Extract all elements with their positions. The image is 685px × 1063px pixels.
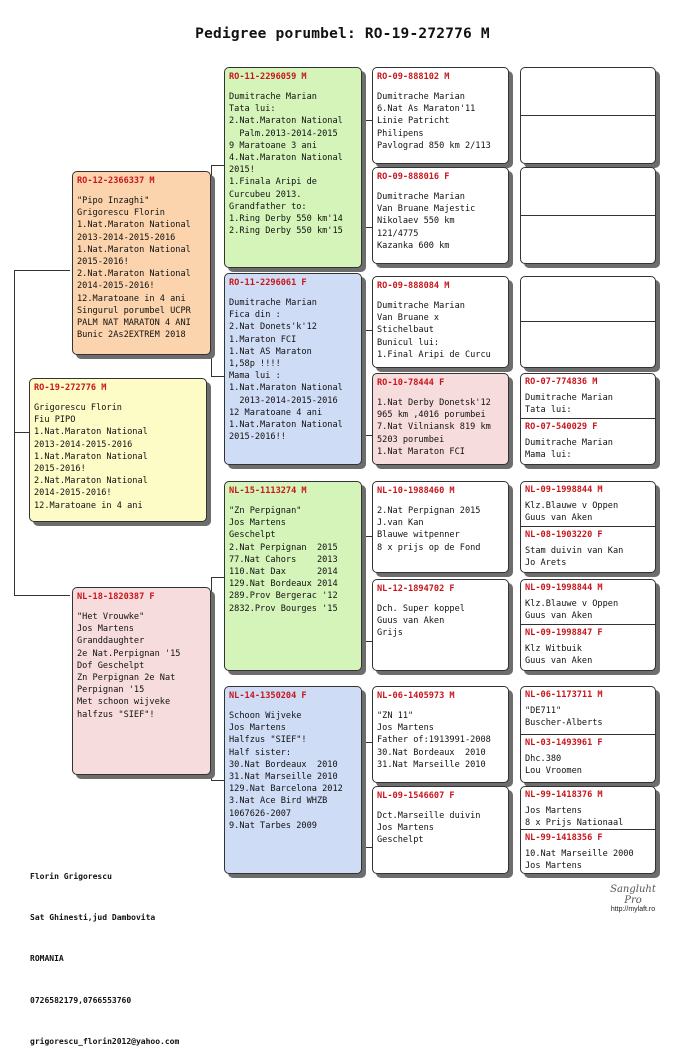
pedigree-line: Dumitrache Marian: [377, 192, 465, 202]
gen3-card-3[interactable]: [372, 276, 509, 368]
ring-number: NL-18-1820387 F: [77, 592, 155, 602]
pedigree-line: 1.Nat.Maraton National: [229, 383, 343, 394]
gen4-card-1[interactable]: [520, 67, 656, 164]
pedigree-line: 1.Final Aripi de Curcu: [377, 349, 491, 360]
ring-number: NL-09-1998844 M: [525, 583, 603, 593]
gen4-dam[interactable]: [521, 625, 655, 670]
gen4-dam[interactable]: [521, 735, 655, 782]
gen4-sire[interactable]: [521, 277, 655, 322]
pedigree-line: Grandfather to:: [229, 201, 307, 212]
pedigree-line: Klz Witbuik: [525, 644, 582, 654]
pedigree-line: Dch. Super koppel: [377, 604, 465, 614]
pedigree-line: 12 Maratoane 4 ani: [229, 407, 323, 418]
gen3-card-5[interactable]: [372, 481, 509, 573]
pedigree-line: "Zn Perpignan": [229, 506, 302, 516]
pedigree-line: "Pipo Inzaghi": [77, 196, 150, 206]
pedigree-line: Jos Martens: [525, 806, 582, 816]
page-title: Pedigree porumbel: RO-19-272776 M: [195, 26, 490, 42]
pedigree-line: Nikolaev 550 km: [377, 216, 455, 227]
pedigree-line: 2.Nat.Maraton National: [77, 269, 191, 280]
ring-number: NL-06-1173711 M: [525, 690, 603, 700]
pedigree-line: 965 km ,4016 porumbei: [377, 410, 486, 421]
breeder-phone: 0726582179,0766553760: [30, 995, 132, 1005]
pedigree-line: 77.Nat Cahors 2013: [229, 554, 338, 565]
breeder-email[interactable]: grigorescu_florin2012@yahoo.com: [30, 1037, 180, 1047]
pedigree-line: Guus van Aken: [525, 611, 593, 622]
gen4-sire[interactable]: [521, 68, 655, 116]
gen4-sire[interactable]: [521, 787, 655, 830]
pedigree-line: 3.Nat Ace Bird WHZB: [229, 796, 328, 807]
pedigree-line: Jo Arets: [525, 558, 567, 569]
ring-number: NL-08-1903220 F: [525, 530, 603, 540]
pedigree-line: Grigorescu Florin: [77, 208, 165, 219]
pedigree-line: Tata lui:: [525, 405, 572, 416]
pedigree-line: Stam duivin van Kan: [525, 546, 624, 556]
pedigree-line: Dumitrache Marian: [229, 92, 317, 102]
pedigree-line: 2013-2014-2015-2016: [34, 439, 133, 450]
pedigree-line: halfzus "SIEF"!: [77, 709, 155, 720]
gen3-card-8[interactable]: [372, 786, 509, 874]
pedigree-line: 2015-2016!!: [229, 432, 286, 443]
ring-number: NL-12-1894702 F: [377, 584, 455, 594]
ring-number: RO-19-272776 M: [34, 383, 107, 393]
logo-url[interactable]: http://mylaft.ro: [610, 906, 656, 913]
ring-number: RO-10-78444 F: [377, 378, 445, 388]
pedigree-line: Dumitrache Marian: [525, 438, 613, 448]
pedigree-line: Guus van Aken: [377, 616, 445, 627]
pedigree-line: 2832.Prov Bourges '15: [229, 603, 338, 614]
pedigree-line: Jos Martens: [229, 518, 286, 529]
pedigree-line: Tata lui:: [229, 104, 276, 115]
grandsire-paternal-card[interactable]: [224, 67, 362, 268]
pedigree-line: Singurul porumbel UCPR: [77, 305, 191, 316]
pedigree-line: Klz.Blauwe v Oppen: [525, 501, 619, 511]
pedigree-line: Kazanka 600 km: [377, 240, 450, 251]
pedigree-line: 2.Nat Perpignan 2015: [229, 542, 338, 553]
pedigree-line: Dumitrache Marian: [525, 393, 613, 403]
ring-number: RO-11-2296059 M: [229, 72, 307, 82]
pedigree-line: 5203 porumbei: [377, 434, 445, 445]
connector-sire: [211, 165, 224, 377]
gen4-sire[interactable]: [521, 482, 655, 527]
gen3-card-6[interactable]: [372, 579, 509, 671]
gen4-sire[interactable]: [521, 687, 655, 735]
pedigree-line: 2.Ring Derby 550 km'15: [229, 226, 343, 237]
pedigree-line: 2015-2016!: [34, 464, 86, 475]
pedigree-line: 1.Nat.Maraton National: [229, 420, 343, 431]
pedigree-line: Mama lui :: [229, 371, 281, 382]
breeder-contact: [30, 842, 179, 1063]
pedigree-line: 129.Nat Barcelona 2012: [229, 784, 343, 795]
pedigree-line: J.van Kan: [377, 518, 424, 529]
pedigree-line: 2.Nat Donets'k'12: [229, 322, 317, 333]
dam-card[interactable]: [72, 587, 211, 775]
pedigree-line: 2015-2016!: [77, 257, 129, 268]
pedigree-line: Grijs: [377, 628, 403, 639]
gen4-card-7[interactable]: [520, 686, 656, 783]
sire-card[interactable]: [72, 171, 211, 355]
pedigree-line: Dct.Marseille duivin: [377, 811, 481, 821]
pedigree-line: 1.Maraton FCI: [229, 334, 297, 345]
logo-signature: Sangluht Pro: [610, 884, 656, 906]
gen4-card-5[interactable]: [520, 481, 656, 573]
pedigree-line: Mama lui:: [525, 450, 572, 461]
pedigree-line: Schoon Wijveke: [229, 711, 302, 721]
pedigree-line: Jos Martens: [229, 723, 286, 734]
pedigree-line: Jos Martens: [525, 861, 582, 872]
pedigree-line: Dof Geschelpt: [77, 660, 145, 671]
connector-subject-stub: [14, 432, 29, 433]
ring-number: NL-03-1493961 F: [525, 738, 603, 748]
gen4-card-6[interactable]: [520, 579, 656, 671]
pedigree-line: 2013-2014-2015-2016: [229, 395, 338, 406]
pedigree-line: Geschelpt: [229, 530, 276, 541]
pedigree-line: Perpignan '15: [77, 685, 145, 696]
pedigree-line: Bunic 2As2EXTREM 2018: [77, 330, 186, 341]
pedigree-line: 31.Nat Marseille 2010: [377, 759, 486, 770]
breeder-name: Florin Grigorescu: [30, 871, 112, 881]
pedigree-line: Fiu PIPO: [34, 415, 76, 426]
pedigree-line: "DE711": [525, 706, 562, 716]
subject-card[interactable]: [29, 378, 207, 522]
pedigree-line: 7.Nat Vilniansk 819 km: [377, 422, 491, 433]
pedigree-line: Halfzus "SIEF"!: [229, 735, 307, 746]
gen4-dam[interactable]: [521, 216, 655, 263]
pedigree-line: 2.Nat.Maraton National: [34, 476, 148, 487]
pedigree-line: Jos Martens: [77, 624, 134, 635]
ring-number: NL-14-1350204 F: [229, 691, 307, 701]
pedigree-line: 9 Maratoane 3 ani: [229, 140, 317, 151]
breeder-country: ROMANIA: [30, 954, 64, 964]
pedigree-line: 1.Finala Aripi de: [229, 177, 317, 188]
pedigree-line: 121/4775: [377, 228, 419, 239]
granddam-paternal-card[interactable]: [224, 273, 362, 465]
pedigree-line: "Het Vrouwke": [77, 612, 145, 622]
pedigree-line: Van Bruane Majestic: [377, 204, 476, 215]
gen3-card-2[interactable]: [372, 167, 509, 264]
pedigree-line: 6.Nat As Maraton'11: [377, 104, 476, 115]
gen4-card-2[interactable]: [520, 167, 656, 264]
ring-number: RO-09-888102 M: [377, 72, 450, 82]
pedigree-line: Guus van Aken: [525, 513, 593, 524]
ring-number: NL-09-1998844 M: [525, 485, 603, 495]
pedigree-line: Pavlograd 850 km 2/113: [377, 140, 491, 151]
gen4-dam[interactable]: [521, 419, 655, 464]
pedigree-line: Van Bruane x: [377, 313, 440, 324]
pedigree-line: 1.Ring Derby 550 km'14: [229, 214, 343, 225]
ring-number: RO-09-888084 M: [377, 281, 450, 291]
pedigree-line: 2015!: [229, 165, 255, 176]
gen3-card-1[interactable]: [372, 67, 509, 164]
pedigree-line: Jos Martens: [377, 823, 434, 834]
pedigree-line: 12.Maratoane in 4 ani: [34, 500, 143, 511]
gen4-dam[interactable]: [521, 527, 655, 572]
pedigree-line: 4.Nat.Maraton National: [229, 153, 343, 164]
pedigree-line: Geschelpt: [377, 835, 424, 846]
gen4-card-4[interactable]: [520, 373, 656, 465]
ring-number: NL-06-1405973 M: [377, 691, 455, 701]
ring-number: NL-99-1418356 F: [525, 833, 603, 843]
pedigree-line: Guus van Aken: [525, 656, 593, 667]
pedigree-line: Stichelbaut: [377, 325, 434, 336]
pedigree-line: Dumitrache Marian: [229, 298, 317, 308]
pedigree-line: Bunicul lui:: [377, 337, 440, 348]
pedigree-line: 12.Maratoane in 4 ani: [77, 293, 186, 304]
pedigree-line: 30.Nat Bordeaux 2010: [377, 747, 486, 758]
ring-number: RO-12-2366337 M: [77, 176, 155, 186]
ring-number: RO-11-2296061 F: [229, 278, 307, 288]
gen4-card-8[interactable]: [520, 786, 656, 874]
ring-number: NL-09-1998847 F: [525, 628, 603, 638]
gen4-sire[interactable]: [521, 374, 655, 419]
breeder-address: Sat Ghinesti,jud Dambovita: [30, 912, 156, 922]
pedigree-line: 1.Nat AS Maraton: [229, 346, 312, 357]
pedigree-line: 2e Nat.Perpignan '15: [77, 648, 181, 659]
ring-number: NL-09-1546607 F: [377, 791, 455, 801]
pedigree-line: 129.Nat Bordeaux 2014: [229, 579, 338, 590]
connector-dam: [211, 577, 224, 781]
pedigree-line: Father of:1913991-2008: [377, 735, 491, 746]
pedigree-line: Dumitrache Marian: [377, 92, 465, 102]
pedigree-line: 9.Nat Tarbes 2009: [229, 820, 317, 831]
pedigree-line: 10.Nat Marseille 2000: [525, 849, 634, 859]
gen4-dam[interactable]: [521, 830, 655, 873]
gen3-card-7[interactable]: [372, 686, 509, 783]
pedigree-line: "ZN 11": [377, 711, 414, 721]
gen4-dam[interactable]: [521, 322, 655, 367]
pedigree-line: Grigorescu Florin: [34, 403, 122, 413]
pedigree-line: 1.Nat.Maraton National: [34, 427, 148, 438]
granddam-maternal-card[interactable]: [224, 686, 362, 874]
grandsire-maternal-card[interactable]: [224, 481, 362, 671]
pedigree-line: Curcubeu 2013.: [229, 189, 302, 200]
ring-number: NL-15-1113274 M: [229, 486, 307, 496]
pedigree-line: 1.Nat Maraton FCI: [377, 446, 465, 457]
ring-number: NL-99-1418376 M: [525, 790, 603, 800]
pedigree-line: Klz.Blauwe v Oppen: [525, 599, 619, 609]
pedigree-line: Half sister:: [229, 747, 292, 758]
pedigree-line: 2014-2015-2016!: [77, 281, 155, 292]
pedigree-line: Linie Patricht: [377, 116, 450, 127]
gen4-sire[interactable]: [521, 168, 655, 216]
pedigree-line: Blauwe witpenner: [377, 530, 460, 541]
pedigree-line: 1.Nat.Maraton National: [77, 244, 191, 255]
gen4-dam[interactable]: [521, 116, 655, 163]
pedigree-line: 110.Nat Dax 2014: [229, 567, 338, 578]
pedigree-line: 2.Nat Perpignan 2015: [377, 506, 481, 516]
site-logo[interactable]: [603, 884, 663, 913]
pedigree-line: 31.Nat Marseille 2010: [229, 772, 338, 783]
ring-number: RO-07-774836 M: [525, 377, 598, 387]
pedigree-line: Lou Vroomen: [525, 766, 582, 777]
ring-number: RO-07-540029 F: [525, 422, 598, 432]
pedigree-line: Dumitrache Marian: [377, 301, 465, 311]
pedigree-line: 8 x Prijs Nationaal: [525, 818, 624, 829]
pedigree-line: Philipens: [377, 128, 424, 139]
ring-number: NL-10-1988460 M: [377, 486, 455, 496]
gen3-card-4[interactable]: [372, 373, 509, 465]
pedigree-line: 1.Nat.Maraton National: [77, 220, 191, 231]
pedigree-line: Palm.2013-2014-2015: [229, 128, 338, 139]
pedigree-line: 1.Nat Derby Donetsk'12: [377, 398, 491, 408]
pedigree-line: Buscher-Alberts: [525, 718, 603, 729]
pedigree-line: 8 x prijs op de Fond: [377, 542, 481, 553]
pedigree-line: 2.Nat.Maraton National: [229, 116, 343, 127]
pedigree-line: 289.Prov Bergerac '12: [229, 591, 338, 602]
pedigree-line: Jos Martens: [377, 723, 434, 734]
pedigree-line: 1,58p !!!!: [229, 359, 281, 370]
pedigree-line: Zn Perpignan 2e Nat: [77, 673, 176, 684]
gen4-card-3[interactable]: [520, 276, 656, 368]
gen4-sire[interactable]: [521, 580, 655, 625]
pedigree-line: Fica din :: [229, 310, 281, 321]
pedigree-line: 1067626-2007: [229, 808, 292, 819]
pedigree-line: 2014-2015-2016!: [34, 488, 112, 499]
pedigree-line: 2013-2014-2015-2016: [77, 232, 176, 243]
pedigree-line: PALM NAT MARATON 4 ANI: [77, 318, 191, 329]
pedigree-line: 30.Nat Bordeaux 2010: [229, 759, 338, 770]
pedigree-line: 1.Nat.Maraton National: [34, 451, 148, 462]
pedigree-line: Dhc.380: [525, 754, 562, 764]
pedigree-line: Granddaughter: [77, 636, 145, 647]
pedigree-line: Met schoon wijveke: [77, 697, 171, 708]
ring-number: RO-09-888016 F: [377, 172, 450, 182]
